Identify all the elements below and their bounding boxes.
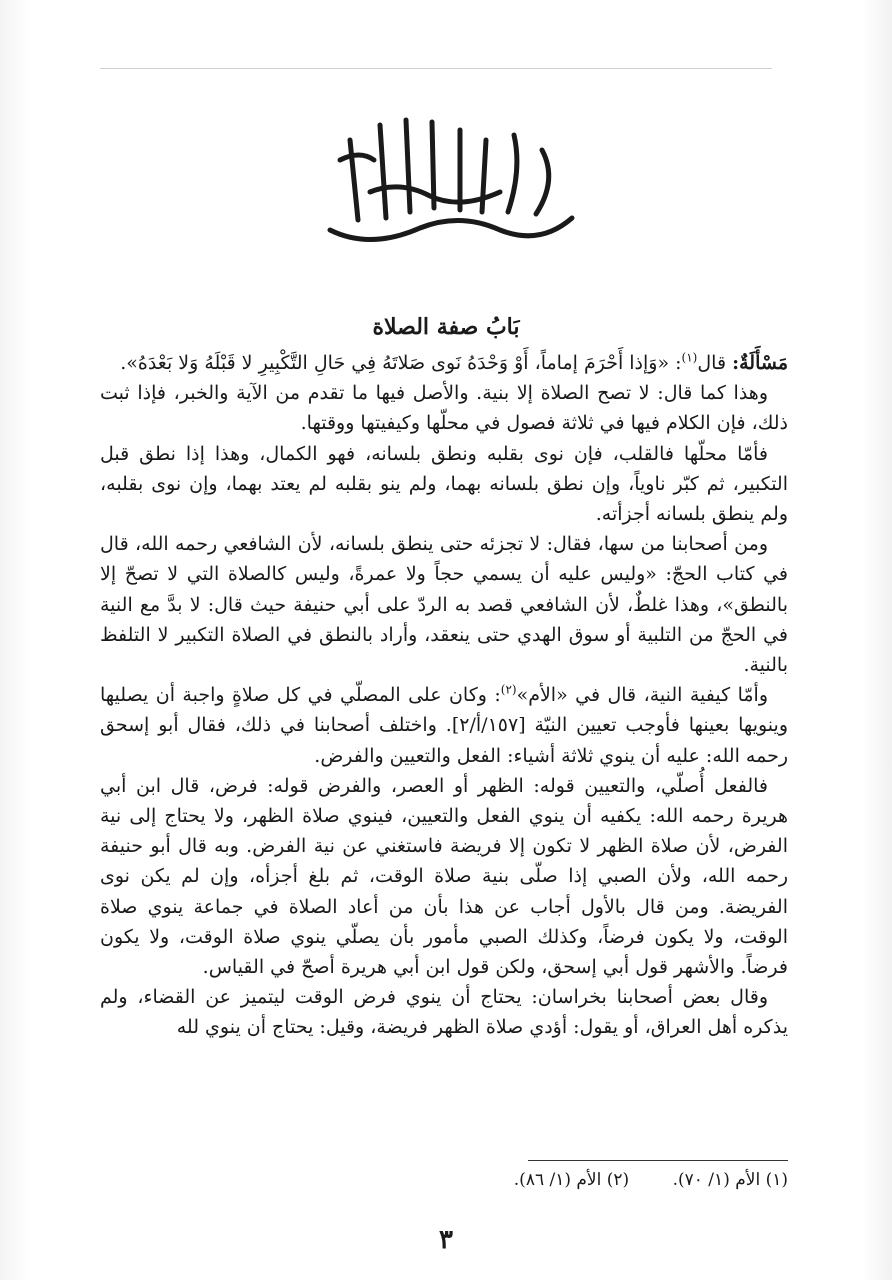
paragraph: فأمّا محلّها فالقلب، فإن نوى بقلبه ونطق بلسانه، فهو الكمال، وهذا إذا نطق قبل التكبير، ثم كبّر ناوياً، وإن نطق بلسانه بهما، ولم ينو بقلبه لم يعتد بهما، وإن نوى بقلبه، ولم ينطق بلسانه أجزأته. <box>100 442 788 526</box>
paragraph: وقال بعض أصحابنا بخراسان: يحتاج أن ينوي فرض الوقت ليتميز عن القضاء، ولم يذكره أهل العراق، أو يقول: أؤدي صلاة الظهر فريضة، وقيل: يحتاج أن ينوي لله <box>100 986 788 1039</box>
paragraph: ومن أصحابنا من سها، فقال: لا تجزئه حتى ينطق بلسانه، لأن الشافعي رحمه الله، قال في كتاب الحجّ: «وليس عليه أن يسمي حجاً ولا عمرةً، وليس كالصلاة التي لا تصحّ إلا بالنطق»، وهذا غلطٌ، لأن الشافعي قصد به الردّ على أبي حنيفة حيث قال: لا بدَّ مع النية في الحجّ من التلبية أو سوق الهدي حتى ينعقد، وأراد بالنطق في الصلاة التكبير لا التلفظ بالنية. <box>100 533 788 677</box>
chapter-title: بَابُ صفة الصلاة <box>372 314 520 340</box>
masala-quote: : «وَإذا أَحْرَمَ إماماً، أَوْ وَحْدَهُ نَوى صَلاتَهُ فِي حَالِ التَّكْبِيرِ لا قَبْلَهُ وَلا بَعْدَهُ». <box>120 352 682 374</box>
masala-intro: قال <box>697 352 727 374</box>
paragraph: فالفعل أُصلّي، والتعيين قوله: الظهر أو العصر، والفرض قوله: فرض، قال ابن أبي هريرة رحمه الله: يكفيه أن ينوي الفعل والتعيين، فينوي صلاة الظهر، ولا يحتاج إلى نية الفرض، لأن صلاة الظهر لا تكون إلا فريضة فاستغني عن نية الفرض. وبه قال أبو حنيفة رحمه الله، ولأن الصبي إذا صلّى بنية صلاة الوقت، ثم بلغ أجزأه، وإن لم يكن نوى الفريضة. ومن قال بالأول أجاب عن هذا بأن من أعاد الصلاة في جماعة ينوي صلاة الوقت، ولا يكون فرضاً، وكذلك الصبي مأمور بأن يصلّي ينوي صلاة الوقت، ولا يكون فرضاً. والأشهر قول أبي إسحق، ولكن قول ابن أبي هريرة أصحّ في القياس. <box>100 774 788 979</box>
header-rule <box>100 68 772 69</box>
page-number: ٣ <box>439 1225 453 1255</box>
masala-label: مَسْأَلَةٌ: <box>732 352 788 374</box>
basmala-calligraphy <box>310 100 590 260</box>
footnote-1: (١) الأم (١/ ٧٠). <box>672 1170 788 1190</box>
umm-intro: وأمّا كيفية النية، قال في «الأم» <box>516 684 768 707</box>
footnote-rule <box>528 1160 788 1161</box>
paragraph: وهذا كما قال: لا تصح الصلاة إلا بنية. والأصل فيها ما تقدم من الآية والخبر، فإذا ثبت ذلك، فإن الكلام فيها في ثلاثة فصول في محلّها وكيفيتها ووقتها. <box>100 382 788 435</box>
umm-paragraph <box>100 680 788 771</box>
svg-text:بسم الله الرحمن الرحيم: بسم الله الرحمن الرحيم <box>399 247 501 258</box>
footnote-ref-1: (١) <box>681 350 698 365</box>
footnote-2: (٢) الأم (١/ ٨٦). <box>513 1170 630 1190</box>
main-text <box>100 348 788 1043</box>
footnote-ref-2: (٢) <box>500 682 517 697</box>
masala-paragraph <box>100 348 788 378</box>
footnotes <box>100 1170 788 1190</box>
umm-rest: : وكان على المصلّي في كل صلاةٍ واجبة أن يصليها وينويها بعينها فأوجب تعيين النيّة [١٥٧/أ/٢]. واختلف أصحابنا في ذلك، فقال أبو إسحق رحمه الله: عليه أن ينوي ثلاثة أشياء: الفعل والتعيين والفرض. <box>100 684 788 767</box>
